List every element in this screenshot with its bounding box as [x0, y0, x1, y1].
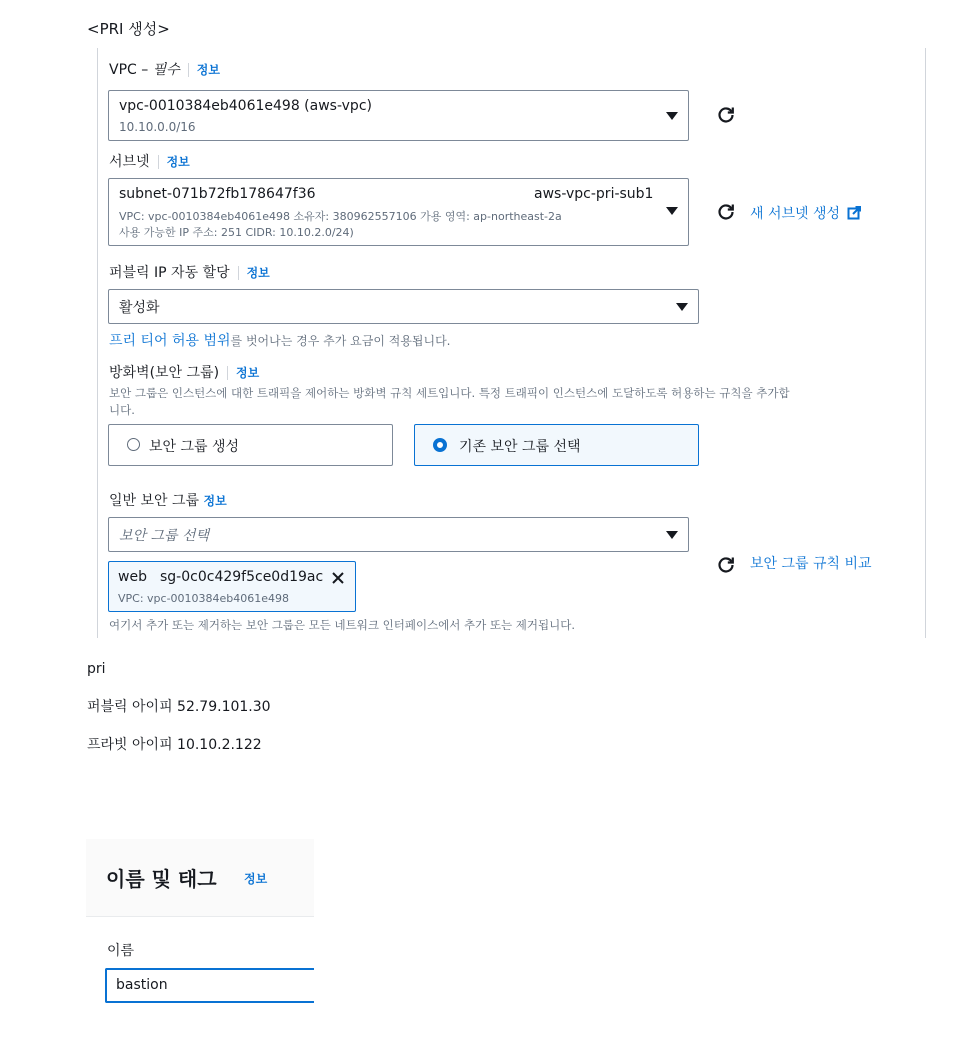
vpc-select-cidr: 10.10.0.0/16	[119, 120, 196, 134]
refresh-icon[interactable]	[717, 203, 735, 221]
common-sg-label: 일반 보안 그룹	[109, 493, 200, 509]
note-public-ip	[87, 696, 271, 716]
token-sg-name: web	[118, 569, 147, 585]
refresh-icon[interactable]	[717, 556, 735, 574]
firewall-label: 방화벽(보안 그룹)	[109, 365, 220, 381]
name-tags-info-link[interactable]: 정보	[244, 872, 268, 886]
vpc-label: VPC –	[109, 62, 153, 78]
option-existing-security-group[interactable]	[414, 424, 699, 466]
subnet-info-link[interactable]: 정보	[166, 155, 190, 169]
note-public-ip-label: 퍼블릭 아이피	[87, 699, 178, 715]
caret-down-icon	[666, 112, 678, 120]
free-tier-note-text: 를 벗어나는 경우 추가 요금이 적용됩니다.	[230, 334, 451, 348]
vpc-info-link[interactable]: 정보	[196, 63, 220, 77]
public-ip-label-row	[109, 262, 270, 282]
compare-sg-rules-link[interactable]: 보안 그룹 규칙 비교	[750, 556, 872, 572]
external-link-icon	[847, 206, 861, 220]
note-private-ip	[87, 734, 262, 754]
vpc-select[interactable]	[108, 90, 689, 141]
firewall-description-line2: 니다.	[109, 403, 135, 417]
create-subnet-link[interactable]	[750, 203, 861, 223]
name-tags-header	[86, 839, 314, 916]
panel-left-border	[97, 48, 98, 638]
vpc-required: 필수	[152, 62, 180, 78]
note-public-ip-value: 52.79.101.30	[177, 699, 271, 715]
note-private-ip-value: 10.10.2.122	[177, 737, 262, 753]
divider	[86, 916, 314, 917]
subnet-select-value: subnet-071b72fb178647f36	[119, 186, 316, 202]
caret-down-icon	[666, 531, 678, 539]
firewall-label-row	[109, 362, 259, 382]
caret-down-icon	[666, 207, 678, 215]
note-line-pri: pri	[87, 661, 106, 677]
panel-right-border	[925, 48, 926, 638]
public-ip-select[interactable]	[108, 289, 699, 324]
name-input-value: bastion	[116, 977, 168, 993]
vpc-label-row	[109, 59, 220, 79]
refresh-icon[interactable]	[717, 106, 735, 124]
caret-down-icon	[676, 303, 688, 311]
subnet-select-detail1: VPC: vpc-0010384eb4061e498 소유자: 380962557106 가용 영역: ap-northeast-2a	[119, 210, 562, 223]
subnet-select-detail2: 사용 가능한 IP 주소: 251 CIDR: 10.10.2.0/24)	[119, 226, 354, 239]
public-ip-label: 퍼블릭 IP 자동 할당	[109, 265, 230, 281]
firewall-info-link[interactable]: 정보	[236, 366, 260, 380]
name-field-label: 이름	[107, 943, 135, 959]
option-create-label: 보안 그룹 생성	[149, 439, 240, 455]
token-sg-vpc: VPC: vpc-0010384eb4061e498	[118, 592, 290, 605]
firewall-description-line1: 보안 그룹은 인스턴스에 대한 트래픽을 제어하는 방화벽 규칙 세트입니다. 특정 트래픽이 인스턴스에 도달하도록 허용하는 규칙을 추가합	[109, 386, 790, 400]
security-group-placeholder: 보안 그룹 선택	[119, 528, 210, 544]
radio-checked-icon	[433, 438, 447, 452]
option-create-security-group[interactable]	[108, 424, 393, 466]
public-ip-select-value: 활성화	[119, 300, 160, 316]
security-group-select[interactable]	[108, 517, 689, 552]
subnet-select-name: aws-vpc-pri-sub1	[534, 186, 654, 202]
vpc-select-value: vpc-0010384eb4061e498 (aws-vpc)	[119, 98, 372, 114]
option-existing-label: 기존 보안 그룹 선택	[459, 439, 581, 455]
subnet-label-row	[109, 151, 190, 171]
common-sg-info-link[interactable]: 정보	[203, 494, 227, 508]
common-sg-label-row	[109, 490, 227, 510]
page-heading: <PRI 생성>	[87, 20, 170, 38]
free-tier-link[interactable]: 프리 티어 허용 범위	[109, 333, 231, 349]
radio-unchecked-icon	[127, 438, 140, 451]
subnet-label: 서브넷	[109, 154, 150, 170]
subnet-select[interactable]	[108, 178, 689, 246]
note-private-ip-label: 프라빗 아이피	[87, 737, 178, 753]
create-subnet-label: 새 서브넷 생성	[750, 206, 841, 222]
close-icon[interactable]	[331, 571, 345, 585]
token-sg-id: sg-0c0c429f5ce0d19ac	[160, 569, 324, 585]
name-tags-title: 이름 및 태그	[106, 867, 217, 891]
security-group-token	[108, 561, 356, 612]
free-tier-note	[109, 330, 451, 350]
public-ip-info-link[interactable]: 정보	[246, 266, 270, 280]
name-input[interactable]	[105, 968, 314, 1003]
security-group-footer-note: 여기서 추가 또는 제거하는 보안 그룹은 모든 네트워크 인터페이스에서 추가 또는 제거됩니다.	[109, 618, 576, 632]
